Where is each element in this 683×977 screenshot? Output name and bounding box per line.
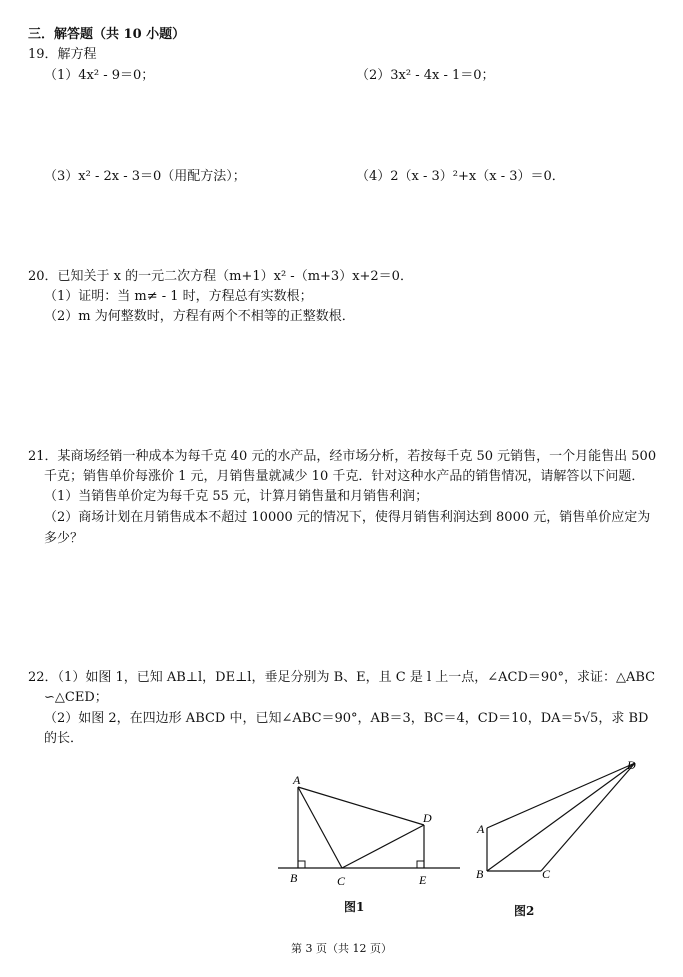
q21-line4: （2）商场计划在月销售成本不超过 10000 元的情况下，使得月销售利润达到 8000 元，销售单价应定为 [44,510,651,525]
segment-ac [298,787,342,868]
segment-cd [342,825,424,868]
page-footer: 第 3 页（共 12 页） [291,942,392,955]
label-e: E [419,873,427,887]
figure-1 [278,775,478,895]
q20-stem: 20．已知关于 x 的一元二次方程（m+1）x² -（m+3）x+2＝0． [28,269,413,284]
q22-line1: 22．（1）如图 1，已知 AB⊥l，DE⊥l，垂足分别为 B、E，且 C 是 l 上一点，∠ACD＝90°，求证：△ABC [28,670,656,685]
q19-stem: 19．解方程 [28,47,97,62]
label-a: A [293,775,301,787]
label-d: D [423,811,432,825]
q19-part3: （3）x² - 2x - 3＝0（用配方法）； [44,169,246,184]
segment-bd [487,763,635,871]
q19-part1: （1）4x² - 9＝0； [44,68,155,83]
segment-ad [298,787,424,825]
section-title: 三．解答题（共 10 小题） [28,27,186,42]
label-c: C [337,874,346,888]
label-c: C [542,867,551,881]
figure-2 [475,758,650,883]
segment-cd [541,763,635,871]
label-d: D [627,758,636,772]
q22-line4: 的长． [44,731,84,746]
q22-line3: （2）如图 2，在四边形 ABCD 中，已知∠ABC＝90°，AB＝3，BC＝4，CD＝10，DA＝5√5，求 BD [44,711,649,726]
figure-1-caption: 图1 [344,900,365,914]
q20-part1: （1）证明：当 m≠ - 1 时，方程总有实数根； [44,289,313,304]
figure-2-caption: 图2 [514,904,535,918]
label-a: A [477,822,485,836]
q19-part2: （2）3x² - 4x - 1＝0； [356,68,495,83]
q19-part4: （4）2（x - 3）²+x（x - 3）＝0． [356,169,565,184]
q22-line2: ∽△CED； [44,690,108,705]
q21-line2: 千克；销售单价每涨价 1 元，月销售量就减少 10 千克．针对这种水产品的销售情况，请解答以下问题． [44,469,645,484]
segment-da [487,763,635,828]
q20-part2: （2）m 为何整数时，方程有两个不相等的正整数根． [44,309,355,324]
q21-line5: 多少？ [44,531,84,546]
q21-line3: （1）当销售单价定为每千克 55 元，计算月销售量和月销售利润； [44,489,429,504]
q21-line1: 21．某商场经销一种成本为每千克 40 元的水产品，经市场分析，若按每千克 50 元销售，一个月能售出 500 [28,449,657,464]
label-b: B [290,871,298,885]
right-angle-mark-e [417,861,424,868]
right-angle-mark-b [298,861,305,868]
label-b: B [476,867,484,881]
